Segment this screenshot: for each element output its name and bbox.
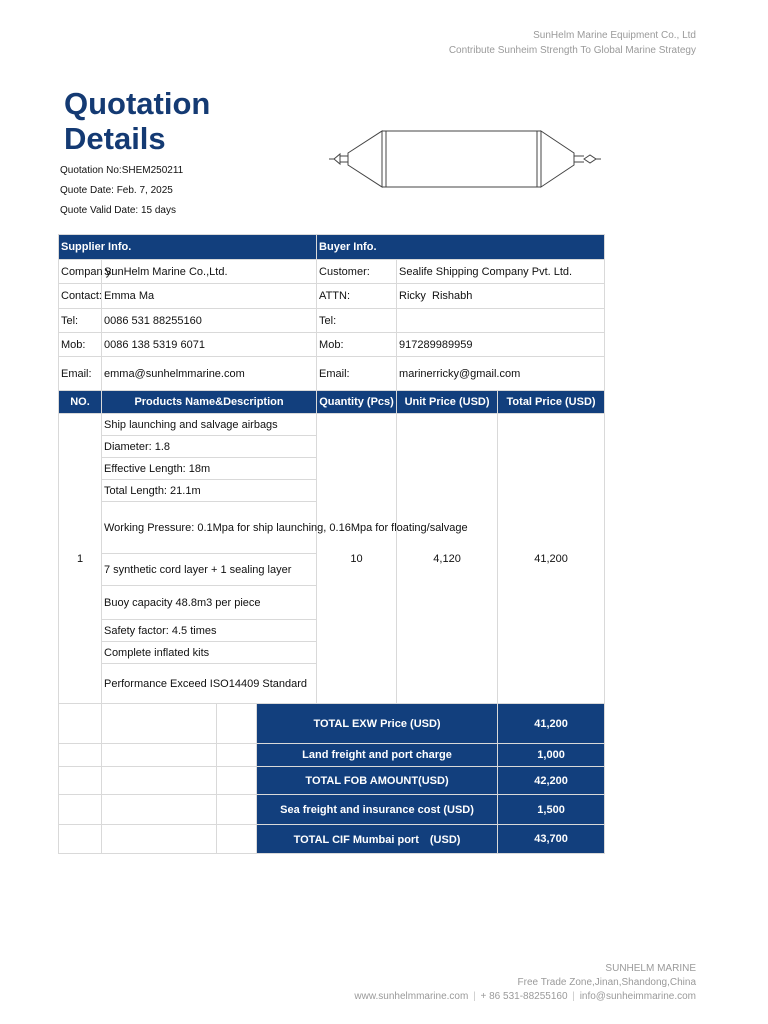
buyer-customer-value: Sealife Shipping Company Pvt. Ltd. <box>397 260 605 284</box>
info-header-row <box>59 235 605 260</box>
total-label: TOTAL FOB AMOUNT(USD) <box>257 767 498 795</box>
total-label: TOTAL EXW Price (USD) <box>257 704 498 744</box>
empty-cell <box>217 704 257 744</box>
total-row-sea-freight <box>59 795 605 825</box>
page-title <box>64 86 210 156</box>
empty-cell <box>217 825 257 854</box>
empty-cell <box>102 795 217 825</box>
item-description-line: Total Length: 21.1m <box>102 480 317 502</box>
supplier-contact-label: Contact: <box>59 284 102 309</box>
item-unit-price: 4,120 <box>397 414 498 704</box>
item-description-line: Buoy capacity 48.8m3 per piece <box>102 586 317 620</box>
total-row-land-freight <box>59 744 605 767</box>
footer-address: Free Trade Zone,Jinan,Shandong,China <box>517 977 696 988</box>
empty-cell <box>102 704 217 744</box>
airbag-outline-icon <box>328 128 602 190</box>
supplier-tel-value: 0086 531 88255160 <box>102 309 317 333</box>
total-label: TOTAL CIF Mumbai port (USD) <box>257 825 498 854</box>
item-description-line: Performance Exceed ISO14409 Standard <box>102 664 317 704</box>
total-value: 1,000 <box>498 744 605 767</box>
supplier-company-label: Compan y: <box>59 260 102 284</box>
empty-cell <box>217 795 257 825</box>
total-value: 42,200 <box>498 767 605 795</box>
item-quantity: 10 <box>317 414 397 704</box>
total-row-cif <box>59 825 605 854</box>
item-total-price: 41,200 <box>498 414 605 704</box>
total-row-exw <box>59 704 605 744</box>
empty-cell <box>217 767 257 795</box>
supplier-contact-value: Emma Ma <box>102 284 317 309</box>
empty-cell <box>102 744 217 767</box>
item-number: 1 <box>59 414 102 704</box>
empty-cell <box>59 704 102 744</box>
buyer-email-value: marinerricky@gmail.com <box>397 357 605 391</box>
total-value: 43,700 <box>498 825 605 854</box>
item-description-line: Complete inflated kits <box>102 642 317 664</box>
column-header-unit-price: Unit Price (USD) <box>397 391 498 414</box>
info-row-company <box>59 260 605 284</box>
footer-email[interactable]: info@sunheimmarine.com <box>579 991 696 1002</box>
quotation-number: Quotation No:SHEM250211 <box>60 165 184 176</box>
info-row-tel <box>59 309 605 333</box>
company-slogan: Contribute Sunheim Strength To Global Marine Strategy <box>448 45 696 56</box>
quote-valid-date: Quote Valid Date: 15 days <box>60 205 176 216</box>
footer-brand: SUNHELM MARINE <box>605 963 696 974</box>
empty-cell <box>59 825 102 854</box>
supplier-mob-label: Mob: <box>59 333 102 357</box>
item-description-line: Working Pressure: 0.1Mpa for ship launching, 0.16Mpa for floating/salvage <box>102 502 317 554</box>
info-row-email <box>59 357 605 391</box>
footer-contact-line <box>354 990 696 1004</box>
item-description-line: Effective Length: 18m <box>102 458 317 480</box>
item-description-line: Safety factor: 4.5 times <box>102 620 317 642</box>
buyer-mob-value: 917289989959 <box>397 333 605 357</box>
column-header-product: Products Name&Description <box>102 391 317 414</box>
empty-cell <box>102 825 217 854</box>
buyer-customer-label: Customer: <box>317 260 397 284</box>
empty-cell <box>59 767 102 795</box>
info-row-contact <box>59 284 605 309</box>
info-row-mob <box>59 333 605 357</box>
company-name: SunHelm Marine Equipment Co., Ltd <box>533 30 696 41</box>
footer-phone: + 86 531-88255160 <box>480 991 568 1002</box>
buyer-attn-label: ATTN: <box>317 284 397 309</box>
column-header-no: NO. <box>59 391 102 414</box>
page-title-line-2: Details <box>64 121 166 156</box>
quotation-table <box>58 234 605 854</box>
column-header-total-price: Total Price (USD) <box>498 391 605 414</box>
buyer-email-label: Email: <box>317 357 397 391</box>
supplier-company-value: SunHelm Marine Co.,Ltd. <box>102 260 317 284</box>
company-header <box>449 28 696 58</box>
quote-date: Quote Date: Feb. 7, 2025 <box>60 185 173 196</box>
supplier-email-value: emma@sunhelmmarine.com <box>102 357 317 391</box>
footer-separator: | <box>572 991 575 1002</box>
total-value: 1,500 <box>498 795 605 825</box>
supplier-tel-label: Tel: <box>59 309 102 333</box>
total-value: 41,200 <box>498 704 605 744</box>
buyer-mob-label: Mob: <box>317 333 397 357</box>
item-row <box>59 414 605 436</box>
supplier-email-label: Email: <box>59 357 102 391</box>
total-row-fob <box>59 767 605 795</box>
total-label: Land freight and port charge <box>257 744 498 767</box>
supplier-mob-value: 0086 138 5319 6071 <box>102 333 317 357</box>
empty-cell <box>59 795 102 825</box>
buyer-tel-label: Tel: <box>317 309 397 333</box>
item-description-line: Ship launching and salvage airbags <box>102 414 317 436</box>
empty-cell <box>102 767 217 795</box>
footer-separator: | <box>473 991 476 1002</box>
empty-cell <box>217 744 257 767</box>
page-title-line-1: Quotation <box>64 86 211 121</box>
column-header-quantity: Quantity (Pcs) <box>317 391 397 414</box>
total-label: Sea freight and insurance cost (USD) <box>257 795 498 825</box>
supplier-info-header: Supplier Info. <box>59 235 317 260</box>
empty-cell <box>59 744 102 767</box>
buyer-info-header: Buyer Info. <box>317 235 605 260</box>
item-description-line: 7 synthetic cord layer + 1 sealing layer <box>102 554 317 586</box>
buyer-tel-value <box>397 309 605 333</box>
items-header-row <box>59 391 605 414</box>
page-footer <box>354 962 696 1004</box>
buyer-attn-value: Ricky Rishabh <box>397 284 605 309</box>
item-description-line: Diameter: 1.8 <box>102 436 317 458</box>
footer-website[interactable]: www.sunhelmmarine.com <box>354 991 469 1002</box>
